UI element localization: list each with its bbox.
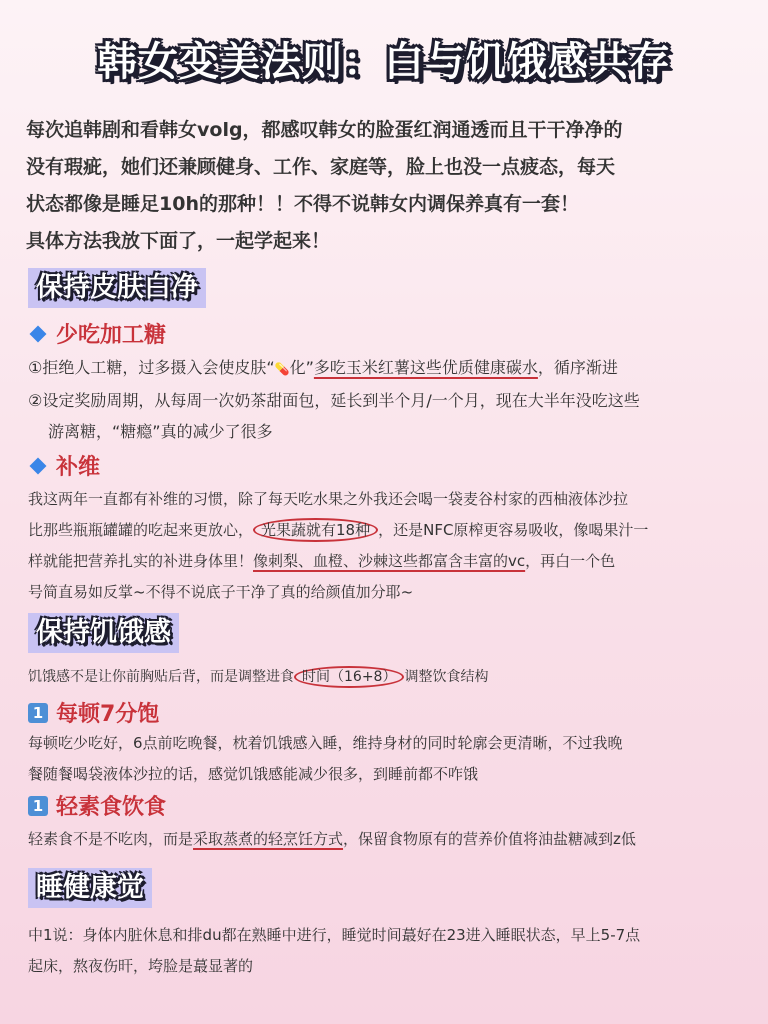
- text-span: ①拒绝人工糖，过多摄入会使皮肤“: [28, 358, 275, 377]
- text-span: ，再白一个色: [525, 552, 616, 570]
- highlight-text: 像刺梨、血橙、沙棘这些都富含丰富的vc: [253, 552, 526, 570]
- subheading-label: 补维: [56, 455, 101, 480]
- intro-line: 没有瑕疵，她们还兼顾健身、工作、家庭等，脸上也没一点疲态，每天: [26, 156, 616, 178]
- highlight-text: 采取蒸煮的轻烹饪方式: [193, 830, 344, 848]
- text-span: 轻素食不是不吃肉，而是: [28, 830, 194, 848]
- less-sugar-text: [28, 352, 758, 447]
- text-span: 比那些瓶瓶罐罐的吃起来更放心，: [28, 521, 254, 539]
- text-line: 我这两年一直都有补维的习惯，除了每天吃水果之外我还会喝一袋麦谷村家的西柚液体沙拉: [28, 490, 629, 508]
- hunger-intro: [28, 662, 758, 692]
- text-line: 游离糖，“糖瘾”真的减少了很多: [48, 422, 273, 441]
- text-line: ②设定奖励周期，从每周一次奶茶甜面包，延长到半个月/一个月，现在大半年没吃这些: [28, 391, 640, 410]
- pill-icon: 💊: [274, 362, 290, 376]
- circled-text: 时间（16+8）: [294, 666, 404, 688]
- text-line: 每顿吃少吃好，6点前吃晚餐，枕着饥饿感入睡，维持身材的同时轮廓会更清晰，不过我晚: [28, 734, 623, 752]
- number-one-icon: 1: [28, 703, 48, 723]
- text-span: 调整饮食结构: [404, 669, 489, 685]
- text-span: 样就能把营养扎实的补进身体里！: [28, 552, 254, 570]
- section-heading-skin: 保持皮肤白净: [28, 268, 206, 308]
- subheading-label: 轻素食饮食: [56, 795, 167, 820]
- text-span: ，还是NFC原榨更容易吸收，像喝果汁一: [378, 521, 649, 539]
- subheading-light-vegetarian: [28, 790, 166, 821]
- diamond-icon: [30, 457, 47, 474]
- subheading-label: 每顿7分饱: [56, 702, 160, 727]
- light-vegetarian-text: [28, 824, 758, 855]
- intro-paragraph: [26, 112, 746, 260]
- text-line: 餐随餐喝袋液体沙拉的话，感觉饥饿感能减少很多，到睡前都不咋饿: [28, 765, 479, 783]
- text-line: 中1说：身体内脏休息和排du都在熟睡中进行，睡觉时间蕞好在23进入睡眠状态，早上5-7点: [28, 926, 641, 944]
- text-span: ，循序渐进: [537, 358, 618, 377]
- text-span: 化”: [289, 358, 314, 377]
- intro-line: 状态都像是睡足10h的那种！！不得不说韩女内调保养真有一套！: [26, 193, 579, 215]
- subheading-70-percent-full: [28, 697, 159, 728]
- sleep-text: [28, 920, 758, 982]
- number-one-icon: 1: [28, 796, 48, 816]
- section-heading-hunger: 保持饥饿感: [28, 613, 179, 653]
- subheading-less-sugar: [28, 318, 166, 349]
- subheading-label: 少吃加工糖: [56, 323, 167, 348]
- page-title: 韩女变美法则：白与饥饿感共存: [97, 39, 671, 85]
- section-heading-sleep: 睡健康觉: [28, 868, 152, 908]
- circled-text: 光果蔬就有18种: [253, 518, 378, 542]
- intro-line: 每次追韩剧和看韩女volg，都感叹韩女的脸蛋红润通透而且干干净净的: [26, 119, 623, 141]
- text-line: 号简直易如反掌~不得不说底子干净了真的给颜值加分耶~: [28, 583, 414, 601]
- text-span: ，保留食物原有的营养价值将油盐糖减到z低: [343, 830, 636, 848]
- text-line: 起床，熬夜伤旰，垮脸是蕞显著的: [28, 957, 254, 975]
- 70-percent-text: [28, 728, 758, 790]
- diamond-icon: [30, 325, 47, 342]
- vitamins-text: [28, 484, 758, 608]
- text-span: 饥饿感不是让你前胸贴后背，而是调整进食: [28, 669, 294, 685]
- intro-line: 具体方法我放下面了，一起学起来！: [26, 230, 331, 252]
- highlight-text: 多吃玉米红薯这些优质健康碳水: [313, 358, 538, 377]
- subheading-vitamins: [28, 450, 100, 481]
